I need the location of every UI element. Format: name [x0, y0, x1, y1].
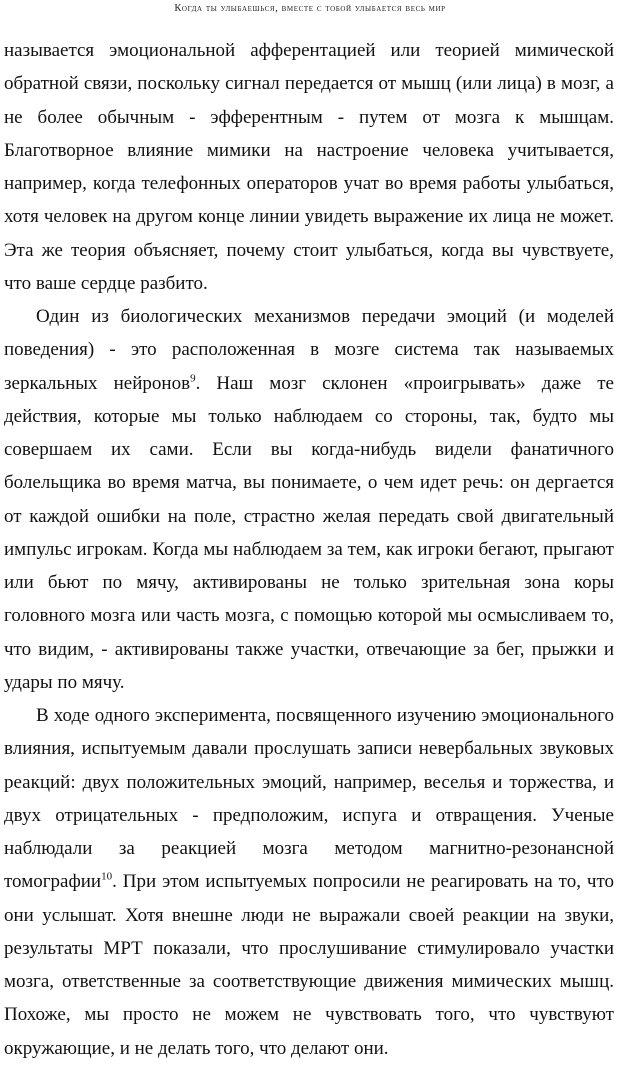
- body-text: [4, 34, 614, 1065]
- paragraph-text-after-footnote: . При этом испытуемых попросили не реагировать на то, что они услышат. Хотя внешне люди не выражали своей реакции на звуки, результаты МРТ показали, что прослушивание стимулировало участки мозга, ответственные за соответствующие движения мимических мышц. Похоже, мы просто не можем не чувствовать того, что чувствуют окружающие, и не делать того, что делают они.: [4, 871, 614, 1059]
- paragraph-text-before-footnote: В ходе одного эксперимента, посвященного изучению эмоционального влияния, испытуемым давали прослушать записи невербальных звуковых реакций: двух положительных эмоций, например, веселья и торжества, и двух отрицательных - предположим, испуга и отвращения. Ученые наблюдали за реакцией мозга методом магнитно-резонансной томографии: [4, 705, 614, 893]
- paragraph-continuation: называется эмоциональной афферентацией или теорией мимической обратной связи, поскольку сигнал передается от мышц (или лица) в мозг, а не более обычным - эфферентным - путем от мозга к мышцам. Благотворное влияние мимики на настроение человека учитывается, например, когда телефонных операторов учат во время работы улыбаться, хотя человек на другом конце линии увидеть выражение их лица не может. Эта же теория объясняет, почему стоит улыбаться, когда вы чувствуете, что ваше сердце разбито.: [4, 40, 614, 294]
- footnote-marker[interactable]: 9: [190, 372, 196, 385]
- paragraph-text-after-footnote: . Наш мозг склонен «проигрывать» даже те действия, которые мы только наблюдаем со стороны, так, будто мы совершаем их сами. Если вы когда-нибудь видели фанатичного болельщика во время матча, вы понимаете, о чем идет речь: он дергается от каждой ошибки на поле, страстно желая передать свой двигательный импульс игрокам. Когда мы наблюдаем за тем, как игроки бегают, прыгают или бьют по мячу, активированы не только зрительная зона коры головного мозга или часть мозга, с помощью которой мы осмысливаем то, что видим, - активированы также участки, отвечающие за бег, прыжки и удары по мячу.: [4, 372, 614, 693]
- paragraph-mirror-neurons: [4, 300, 614, 699]
- running-header: Когда ты улыбаешься, вместе с тобой улыбается весь мир: [174, 3, 446, 14]
- paragraph-experiment: [4, 699, 614, 1065]
- paragraph-text-before-footnote: Один из биологических механизмов передачи эмоций (и моделей поведения) - это расположенная в мозге система так называемых зеркальных нейронов: [4, 306, 614, 394]
- footnote-marker[interactable]: 10: [101, 870, 113, 883]
